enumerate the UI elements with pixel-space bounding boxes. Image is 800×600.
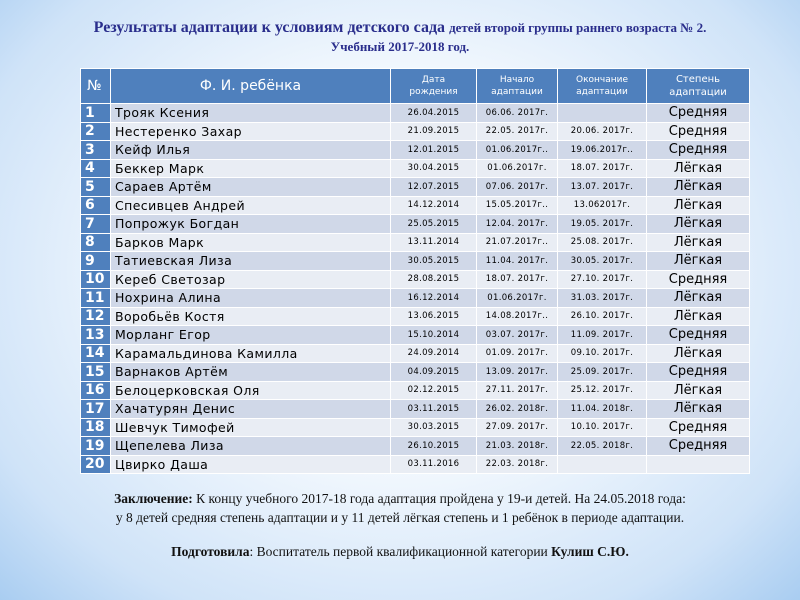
- row-number: 5: [81, 178, 111, 197]
- row-number: 19: [81, 437, 111, 456]
- child-name: Нохрина Алина: [111, 289, 391, 308]
- birth-date: 12.01.2015: [391, 141, 477, 160]
- table-row: [81, 326, 750, 345]
- adaptation-degree: Лёгкая: [647, 307, 750, 326]
- end-date: 26.10. 2017г.: [558, 307, 647, 326]
- birth-date: 14.12.2014: [391, 196, 477, 215]
- child-name: Морланг Егор: [111, 326, 391, 345]
- child-name: Сараев Артём: [111, 178, 391, 197]
- row-number: 16: [81, 381, 111, 400]
- table-row: [81, 215, 750, 234]
- end-date: [558, 104, 647, 123]
- start-date: 01.06.2017г..: [477, 141, 558, 160]
- end-date: 31.03. 2017г.: [558, 289, 647, 308]
- end-date: 09.10. 2017г.: [558, 344, 647, 363]
- end-date: 20.06. 2017г.: [558, 122, 647, 141]
- end-date: 18.07. 2017г.: [558, 159, 647, 178]
- table-row: [81, 270, 750, 289]
- birth-date: 30.03.2015: [391, 418, 477, 437]
- adaptation-table: [80, 68, 750, 474]
- birth-date: 15.10.2014: [391, 326, 477, 345]
- row-number: 10: [81, 270, 111, 289]
- row-number: 8: [81, 233, 111, 252]
- row-number: 13: [81, 326, 111, 345]
- adaptation-degree: Средняя: [647, 418, 750, 437]
- birth-date: 03.11.2015: [391, 400, 477, 419]
- prepared-by: [0, 544, 800, 560]
- start-date: 13.09. 2017г.: [477, 363, 558, 382]
- birth-date: 28.08.2015: [391, 270, 477, 289]
- start-date: 22.05. 2017г.: [477, 122, 558, 141]
- end-date: 19.06.2017г..: [558, 141, 647, 160]
- row-number: 6: [81, 196, 111, 215]
- child-name: Кереб Светозар: [111, 270, 391, 289]
- adaptation-degree: Лёгкая: [647, 381, 750, 400]
- adaptation-degree: Лёгкая: [647, 159, 750, 178]
- adaptation-degree: Лёгкая: [647, 178, 750, 197]
- row-number: 15: [81, 363, 111, 382]
- document-title: [0, 18, 800, 56]
- child-name: Хачатурян Денис: [111, 400, 391, 419]
- row-number: 3: [81, 141, 111, 160]
- table-row: [81, 141, 750, 160]
- start-date: 15.05.2017г..: [477, 196, 558, 215]
- adaptation-table-container: [80, 68, 749, 474]
- birth-date: 16.12.2014: [391, 289, 477, 308]
- title-year: Учебный 2017-2018 год.: [330, 39, 470, 54]
- child-name: Татиевская Лиза: [111, 252, 391, 271]
- header-birth-date: Дата рождения: [391, 69, 477, 104]
- title-main: Результаты адаптации к условиям детского сада: [93, 19, 446, 36]
- table-row: [81, 233, 750, 252]
- end-date: 11.09. 2017г.: [558, 326, 647, 345]
- adaptation-degree: Средняя: [647, 326, 750, 345]
- child-name: Белоцерковская Оля: [111, 381, 391, 400]
- adaptation-degree: [647, 455, 750, 474]
- child-name: Нестеренко Захар: [111, 122, 391, 141]
- adaptation-degree: Средняя: [647, 363, 750, 382]
- row-number: 20: [81, 455, 111, 474]
- end-date: 10.10. 2017г.: [558, 418, 647, 437]
- table-row: [81, 363, 750, 382]
- header-start-date: Начало адаптации: [477, 69, 558, 104]
- adaptation-degree: Средняя: [647, 437, 750, 456]
- start-date: 27.11. 2017г.: [477, 381, 558, 400]
- adaptation-degree: Лёгкая: [647, 196, 750, 215]
- child-name: Шевчук Тимофей: [111, 418, 391, 437]
- child-name: Спесивцев Андрей: [111, 196, 391, 215]
- birth-date: 13.11.2014: [391, 233, 477, 252]
- table-row: [81, 381, 750, 400]
- adaptation-degree: Лёгкая: [647, 233, 750, 252]
- end-date: 25.09. 2017г.: [558, 363, 647, 382]
- adaptation-degree: Средняя: [647, 104, 750, 123]
- header-degree: Степень адаптации: [647, 69, 750, 104]
- start-date: 21.07.2017г..: [477, 233, 558, 252]
- table-row: [81, 307, 750, 326]
- table-row: [81, 196, 750, 215]
- child-name: Попрожук Богдан: [111, 215, 391, 234]
- end-date: 13.07. 2017г.: [558, 178, 647, 197]
- row-number: 11: [81, 289, 111, 308]
- row-number: 12: [81, 307, 111, 326]
- end-date: 25.08. 2017г.: [558, 233, 647, 252]
- end-date: 19.05. 2017г.: [558, 215, 647, 234]
- table-row: [81, 122, 750, 141]
- child-name: Карамальдинова Камилла: [111, 344, 391, 363]
- adaptation-degree: Лёгкая: [647, 344, 750, 363]
- row-number: 7: [81, 215, 111, 234]
- start-date: 01.09. 2017г.: [477, 344, 558, 363]
- table-row: [81, 159, 750, 178]
- conclusion-text-1: К концу учебного 2017-18 года адаптация пройдена у 19-и детей. На 24.05.2018 года:: [192, 491, 686, 506]
- adaptation-degree: Средняя: [647, 270, 750, 289]
- birth-date: 13.06.2015: [391, 307, 477, 326]
- table-row: [81, 455, 750, 474]
- start-date: 22.03. 2018г.: [477, 455, 558, 474]
- child-name: Варнаков Артём: [111, 363, 391, 382]
- row-number: 1: [81, 104, 111, 123]
- birth-date: 30.05.2015: [391, 252, 477, 271]
- start-date: 06.06. 2017г.: [477, 104, 558, 123]
- birth-date: 02.12.2015: [391, 381, 477, 400]
- end-date: 11.04. 2018г.: [558, 400, 647, 419]
- conclusion: [30, 489, 770, 527]
- end-date: 30.05. 2017г.: [558, 252, 647, 271]
- table-row: [81, 252, 750, 271]
- adaptation-degree: Средняя: [647, 141, 750, 160]
- child-name: Щепелева Лиза: [111, 437, 391, 456]
- child-name: Беккер Марк: [111, 159, 391, 178]
- author-name: Кулиш С.Ю.: [551, 544, 629, 559]
- start-date: 26.02. 2018г.: [477, 400, 558, 419]
- conclusion-text-2: у 8 детей средняя степень адаптации и у 11 детей лёгкая степень и 1 ребёнок в периоде адаптации.: [115, 510, 685, 525]
- birth-date: 12.07.2015: [391, 178, 477, 197]
- birth-date: 24.09.2014: [391, 344, 477, 363]
- start-date: 01.06.2017г.: [477, 159, 558, 178]
- header-child-name: Ф. И. ребёнка: [111, 69, 391, 104]
- table-row: [81, 344, 750, 363]
- table-row: [81, 178, 750, 197]
- child-name: Цвирко Даша: [111, 455, 391, 474]
- start-date: 11.04. 2017г.: [477, 252, 558, 271]
- end-date: 27.10. 2017г.: [558, 270, 647, 289]
- prepared-label: Подготовила: [171, 544, 250, 559]
- adaptation-degree: Лёгкая: [647, 289, 750, 308]
- birth-date: 04.09.2015: [391, 363, 477, 382]
- child-name: Кейф Илья: [111, 141, 391, 160]
- title-group: детей второй группы раннего возраста № 2.: [449, 20, 707, 35]
- conclusion-label: Заключение:: [114, 491, 193, 506]
- start-date: 12.04. 2017г.: [477, 215, 558, 234]
- table-row: [81, 437, 750, 456]
- table-header-row: [81, 69, 750, 104]
- birth-date: 21.09.2015: [391, 122, 477, 141]
- start-date: 03.07. 2017г.: [477, 326, 558, 345]
- table-row: [81, 400, 750, 419]
- row-number: 9: [81, 252, 111, 271]
- adaptation-degree: Лёгкая: [647, 252, 750, 271]
- header-number: №: [81, 69, 111, 104]
- birth-date: 25.05.2015: [391, 215, 477, 234]
- row-number: 18: [81, 418, 111, 437]
- prepared-text: : Воспитатель первой квалификационной категории: [249, 544, 552, 559]
- birth-date: 26.04.2015: [391, 104, 477, 123]
- start-date: 07.06. 2017г.: [477, 178, 558, 197]
- end-date: 25.12. 2017г.: [558, 381, 647, 400]
- end-date: 22.05. 2018г.: [558, 437, 647, 456]
- row-number: 17: [81, 400, 111, 419]
- adaptation-degree: Лёгкая: [647, 215, 750, 234]
- child-name: Барков Марк: [111, 233, 391, 252]
- row-number: 4: [81, 159, 111, 178]
- adaptation-degree: Средняя: [647, 122, 750, 141]
- start-date: 21.03. 2018г.: [477, 437, 558, 456]
- start-date: 27.09. 2017г.: [477, 418, 558, 437]
- table-row: [81, 289, 750, 308]
- table-row: [81, 418, 750, 437]
- row-number: 2: [81, 122, 111, 141]
- child-name: Трояк Ксения: [111, 104, 391, 123]
- birth-date: 03.11.2016: [391, 455, 477, 474]
- end-date: 13.062017г.: [558, 196, 647, 215]
- header-end-date: Окончание адаптации: [558, 69, 647, 104]
- start-date: 01.06.2017г.: [477, 289, 558, 308]
- start-date: 14.08.2017г..: [477, 307, 558, 326]
- adaptation-degree: Лёгкая: [647, 400, 750, 419]
- birth-date: 30.04.2015: [391, 159, 477, 178]
- row-number: 14: [81, 344, 111, 363]
- child-name: Воробьёв Костя: [111, 307, 391, 326]
- start-date: 18.07. 2017г.: [477, 270, 558, 289]
- birth-date: 26.10.2015: [391, 437, 477, 456]
- end-date: [558, 455, 647, 474]
- table-row: [81, 104, 750, 123]
